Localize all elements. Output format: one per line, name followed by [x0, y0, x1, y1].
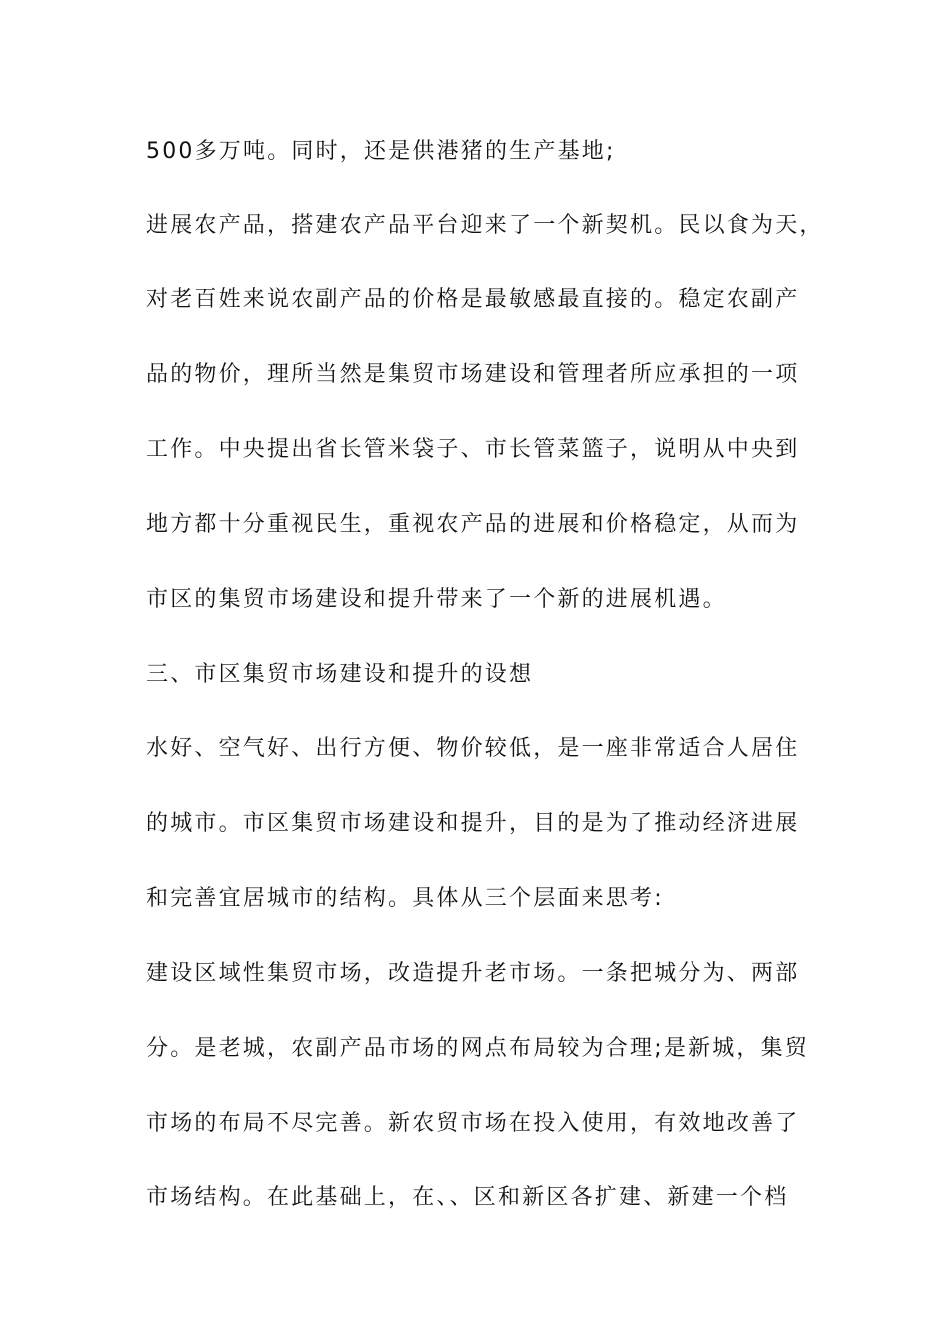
paragraph-line: 市场的布局不尽完善。新农贸市场在投入使用，有效地改善了 — [146, 1111, 800, 1136]
paragraph-line: 500多万吨。同时，还是供港猪的生产基地; — [146, 139, 616, 164]
paragraph-line: 对老百姓来说农副产品的价格是最敏感最直接的。稳定农副产 — [146, 287, 800, 312]
paragraph-line: 工作。中央提出省长管米袋子、市长管菜篮子，说明从中央到 — [146, 437, 800, 462]
paragraph-line: 市场结构。在此基础上，在、、区和新区各扩建、新建一个档 — [146, 1185, 789, 1210]
paragraph-line: 的城市。市区集贸市场建设和提升，目的是为了推动经济进展 — [146, 811, 800, 836]
paragraph-line: 水好、空气好、出行方便、物价较低，是一座非常适合人居住 — [146, 736, 800, 761]
paragraph-line: 和完善宜居城市的结构。具体从三个层面来思考: — [146, 886, 664, 911]
paragraph-line: 建设区域性集贸市场，改造提升老市场。一条把城分为、两部 — [146, 961, 800, 986]
paragraph-line: 品的物价，理所当然是集贸市场建设和管理者所应承担的一项 — [146, 362, 800, 387]
paragraph-line: 进展农产品，搭建农产品平台迎来了一个新契机。民以食为天， — [146, 213, 824, 238]
paragraph-line: 市区的集贸市场建设和提升带来了一个新的进展机遇。 — [146, 587, 727, 612]
paragraph-line: 分。是老城，农副产品市场的网点布局较为合理;是新城，集贸 — [146, 1036, 810, 1061]
section-heading: 三、市区集贸市场建设和提升的设想 — [146, 662, 534, 687]
paragraph-line: 地方都十分重视民生，重视农产品的进展和价格稳定，从而为 — [146, 512, 800, 537]
